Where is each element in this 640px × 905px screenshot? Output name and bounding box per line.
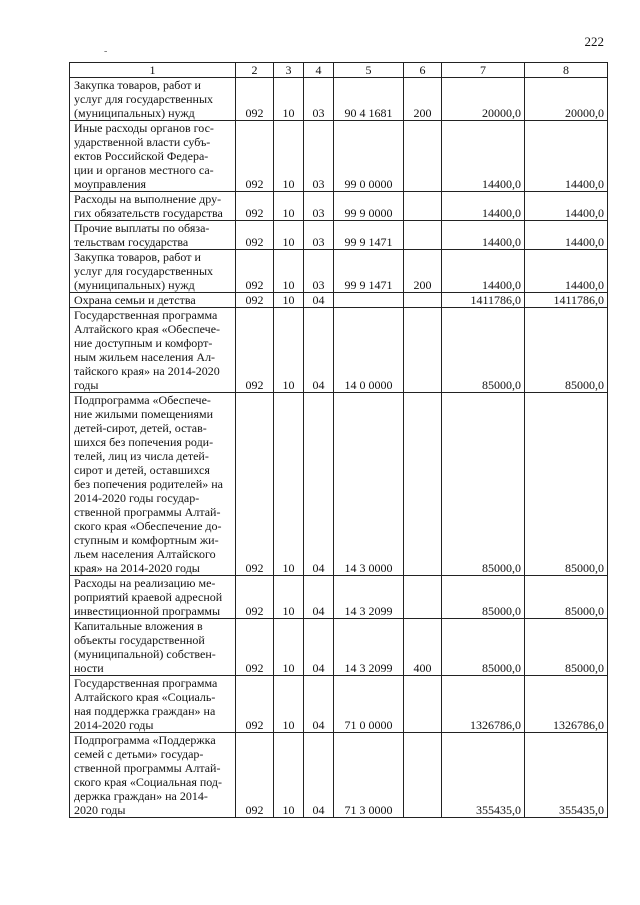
table-row	[70, 250, 608, 293]
header-cell: 6	[404, 63, 442, 78]
amount-year-1-cell: 85000,0	[442, 393, 525, 576]
item-name-cell: Подпрограмма «Обеспече- ние жилыми помещениями детей-сирот, детей, остав- шихся без попечения роди- телей, лиц из числа детей- сирот и детей, оставшихся без попечения родителей» на 2014-2020 годы государ- ственной программы Алтай- ского края «Обеспечение до- ступным и комфортным жи- льем населения Алтайского края» на 2014-2020 годы	[70, 393, 236, 576]
table-row	[70, 733, 608, 818]
code-target-cell: 99 9 1471	[334, 250, 404, 293]
header-cell: 1	[70, 63, 236, 78]
code-ministry-cell: 092	[236, 250, 274, 293]
amount-year-2-cell: 14400,0	[525, 121, 608, 192]
amount-year-1-cell: 14400,0	[442, 192, 525, 221]
code-ministry-cell: 092	[236, 192, 274, 221]
page-mark: -	[104, 46, 108, 57]
header-cell: 3	[274, 63, 304, 78]
code-ministry-cell: 092	[236, 78, 274, 121]
code-subsection-cell: 04	[304, 293, 334, 308]
item-name-cell: Прочие выплаты по обяза- тельствам государства	[70, 221, 236, 250]
amount-year-2-cell: 14400,0	[525, 192, 608, 221]
code-ministry-cell: 092	[236, 576, 274, 619]
code-expense-type-cell: 400	[404, 619, 442, 676]
item-name-cell: Иные расходы органов гос- ударственной власти субъ- ектов Российской Федера- ции и органов местного са- моуправления	[70, 121, 236, 192]
code-ministry-cell: 092	[236, 393, 274, 576]
table-body	[70, 78, 608, 818]
code-subsection-cell: 04	[304, 393, 334, 576]
item-name-cell: Государственная программа Алтайского края «Социаль- ная поддержка граждан» на 2014-2020 годы	[70, 676, 236, 733]
code-expense-type-cell	[404, 121, 442, 192]
item-name-cell: Закупка товаров, работ и услуг для государственных (муниципальных) нужд	[70, 78, 236, 121]
header-cell: 8	[525, 63, 608, 78]
code-section-cell: 10	[274, 221, 304, 250]
code-subsection-cell: 03	[304, 250, 334, 293]
budget-table	[69, 62, 608, 818]
amount-year-2-cell: 85000,0	[525, 576, 608, 619]
page-number: 222	[584, 34, 604, 49]
table-row	[70, 293, 608, 308]
code-expense-type-cell	[404, 293, 442, 308]
item-name-cell: Государственная программа Алтайского края «Обеспече- ние доступным и комфорт- ным жильем населения Ал- тайского края» на 2014-2020 годы	[70, 308, 236, 393]
code-subsection-cell: 03	[304, 221, 334, 250]
table-row	[70, 619, 608, 676]
code-target-cell: 14 3 0000	[334, 393, 404, 576]
code-section-cell: 10	[274, 393, 304, 576]
code-expense-type-cell: 200	[404, 78, 442, 121]
item-name-cell: Закупка товаров, работ и услуг для государственных (муниципальных) нужд	[70, 250, 236, 293]
header-cell: 7	[442, 63, 525, 78]
code-expense-type-cell	[404, 192, 442, 221]
code-target-cell: 71 0 0000	[334, 676, 404, 733]
code-expense-type-cell	[404, 576, 442, 619]
amount-year-2-cell: 85000,0	[525, 308, 608, 393]
header-cell: 2	[236, 63, 274, 78]
header-row	[70, 63, 608, 78]
code-section-cell: 10	[274, 293, 304, 308]
table-row	[70, 192, 608, 221]
code-ministry-cell: 092	[236, 121, 274, 192]
amount-year-1-cell: 1411786,0	[442, 293, 525, 308]
code-section-cell: 10	[274, 733, 304, 818]
amount-year-1-cell: 85000,0	[442, 576, 525, 619]
code-target-cell: 14 3 2099	[334, 619, 404, 676]
code-ministry-cell: 092	[236, 676, 274, 733]
amount-year-1-cell: 1326786,0	[442, 676, 525, 733]
amount-year-1-cell: 20000,0	[442, 78, 525, 121]
code-section-cell: 10	[274, 676, 304, 733]
code-section-cell: 10	[274, 121, 304, 192]
amount-year-2-cell: 355435,0	[525, 733, 608, 818]
amount-year-1-cell: 14400,0	[442, 250, 525, 293]
code-section-cell: 10	[274, 308, 304, 393]
code-target-cell: 99 9 1471	[334, 221, 404, 250]
code-ministry-cell: 092	[236, 293, 274, 308]
amount-year-2-cell: 14400,0	[525, 221, 608, 250]
amount-year-2-cell: 20000,0	[525, 78, 608, 121]
table-row	[70, 308, 608, 393]
amount-year-1-cell: 14400,0	[442, 121, 525, 192]
amount-year-1-cell: 14400,0	[442, 221, 525, 250]
code-ministry-cell: 092	[236, 308, 274, 393]
table-row	[70, 78, 608, 121]
table-row	[70, 121, 608, 192]
code-subsection-cell: 04	[304, 676, 334, 733]
code-section-cell: 10	[274, 576, 304, 619]
amount-year-2-cell: 14400,0	[525, 250, 608, 293]
code-section-cell: 10	[274, 250, 304, 293]
amount-year-2-cell: 1411786,0	[525, 293, 608, 308]
code-target-cell	[334, 293, 404, 308]
code-target-cell: 71 3 0000	[334, 733, 404, 818]
amount-year-2-cell: 85000,0	[525, 393, 608, 576]
code-subsection-cell: 03	[304, 121, 334, 192]
code-target-cell: 14 3 2099	[334, 576, 404, 619]
item-name-cell: Подпрограмма «Поддержка семей с детьми» государ- ственной программы Алтай- ского края «Социальная под- держка граждан» на 2014- 2020 годы	[70, 733, 236, 818]
item-name-cell: Расходы на реализацию ме- роприятий краевой адресной инвестиционной программы	[70, 576, 236, 619]
code-subsection-cell: 04	[304, 576, 334, 619]
code-section-cell: 10	[274, 192, 304, 221]
item-name-cell: Расходы на выполнение дру- гих обязательств государства	[70, 192, 236, 221]
table-row	[70, 393, 608, 576]
code-expense-type-cell	[404, 733, 442, 818]
code-section-cell: 10	[274, 78, 304, 121]
amount-year-1-cell: 355435,0	[442, 733, 525, 818]
code-expense-type-cell	[404, 676, 442, 733]
code-expense-type-cell	[404, 393, 442, 576]
amount-year-1-cell: 85000,0	[442, 619, 525, 676]
amount-year-2-cell: 1326786,0	[525, 676, 608, 733]
table-row	[70, 676, 608, 733]
code-subsection-cell: 04	[304, 733, 334, 818]
code-section-cell: 10	[274, 619, 304, 676]
code-subsection-cell: 03	[304, 192, 334, 221]
code-ministry-cell: 092	[236, 733, 274, 818]
code-expense-type-cell	[404, 308, 442, 393]
code-target-cell: 90 4 1681	[334, 78, 404, 121]
amount-year-1-cell: 85000,0	[442, 308, 525, 393]
code-target-cell: 99 0 0000	[334, 121, 404, 192]
code-expense-type-cell	[404, 221, 442, 250]
code-subsection-cell: 04	[304, 308, 334, 393]
code-expense-type-cell: 200	[404, 250, 442, 293]
table-row	[70, 576, 608, 619]
item-name-cell: Охрана семьи и детства	[70, 293, 236, 308]
code-target-cell: 14 0 0000	[334, 308, 404, 393]
item-name-cell: Капитальные вложения в объекты государственной (муниципальной) собствен- ности	[70, 619, 236, 676]
header-cell: 5	[334, 63, 404, 78]
code-ministry-cell: 092	[236, 619, 274, 676]
code-target-cell: 99 9 0000	[334, 192, 404, 221]
code-ministry-cell: 092	[236, 221, 274, 250]
code-subsection-cell: 04	[304, 619, 334, 676]
table-row	[70, 221, 608, 250]
header-cell: 4	[304, 63, 334, 78]
code-subsection-cell: 03	[304, 78, 334, 121]
amount-year-2-cell: 85000,0	[525, 619, 608, 676]
